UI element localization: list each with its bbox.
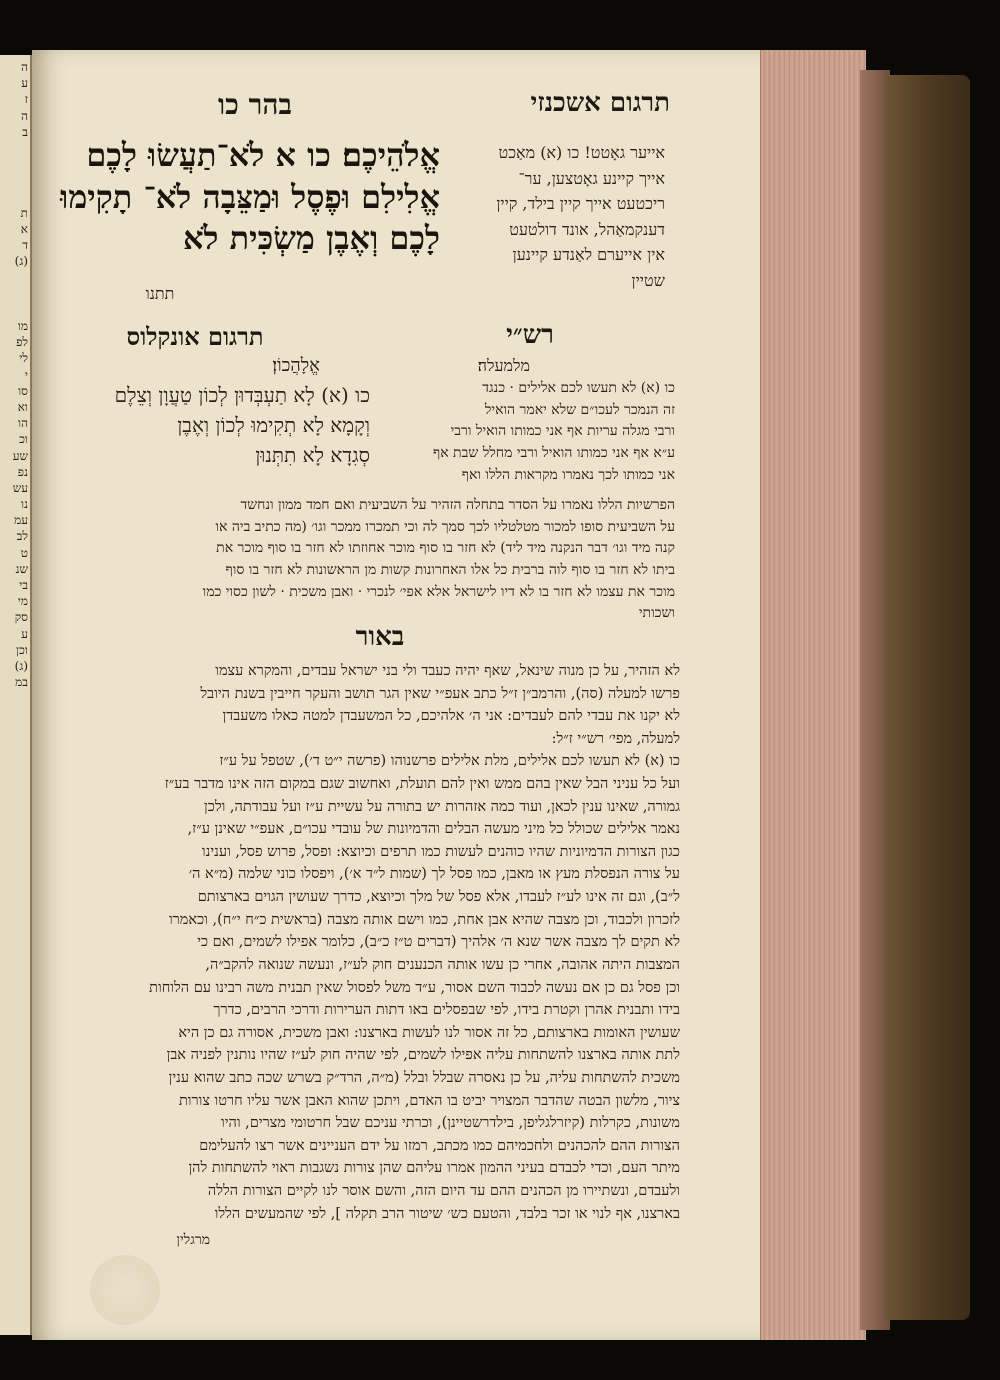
rashi-text: כו (א) לא תעשו לכם אלילים · כנגד זה הנמכר לעכו״ם שלא יאמר הואיל ורבי מגלה עריות אף אני כמותו הואיל ורבי ע״א אף אני כמותו הואיל ורבי מחלל שבת אף אני כמותו לכך נאמרו מקראות הללו ואף [432,380,675,483]
rashi-heading: רש״י [506,320,554,350]
running-header-translation: תרגום אשכנזי [530,88,670,118]
biur-commentary-text: לא הזהיר, על כן מנוה שינאל, שאף יהיה כעבד ולי בני ישראל עבדים, והמקרא עצמו פרשו למעלה (סה), והרמב״ן ז״ל כתב אעפ״י שאין הגר תושב והעקר חייבין בשנת היובל לא יקנו את עבדי להם לעבדים: אני ה׳ אלהיכם, כל המשעבדן למטה כאלו משעבדן למעלה, מפי׳ רש״י ז״ל: כו (א) לא תעשו לכם אלילים, מלת אלילים פרשנוהו (פרשה י״ט ד׳), שטפל על ע״ז ועל כל עניני הבל שאין בהם ממש ואין להם תועלת, ואחשוב שגם במקום הזה אינו מדבר בע״ז גמורה, שאינו ענין לכאן, ועוד כמה אזהרות יש בתורה על עשיית ע״ז ועל עבודתה, ולכן נאמר אלילים שכולל כל מיני מעשה הבלים והדמיונות של עובדי עכו״ם, אעפ״י שאינן ע״ז, כגון הצורות הדמיוניות שהיו כוהנים לעשות כמו תרפים וכיוצא: ופסל, פרוש פסל, וענינו על צורה הנפסלת מעץ או מאבן, כמו פסל לך (שמות ל״ד א׳), ויפסלו כוני שלמה (מ״א ה׳ ל״ב), וגם זה אינו לע״ז לעבדו, אלא פסל של מלך וכיוצא, כדרך שעושין הגוים בארצותם לזכרון ולכבוד, וכן מצבה שהיא אבן אחת, כמו וישם אותה מצבה (בראשית כ״ח י״ח), וכאמרו לא תקים לך מצבה אשר שנא ה׳ אלהיך (דברים ט״ז כ״ב), כלומר אפילו לשמים, ואם כי המצבות היתה אהובה, אחרי כן עשו אותה הכנענים חוק לע״ז, ונעשה שנואה להקב״ה, וכן פסל גם כן אם נעשה לכבוד השם אסור, ע״ד משל לפסול שאין תבנית משה רבינו עם הלוחות בידו ותבנית אהרן וקטרת בידו, לפי שבפסלים באו דתות הערירות ודרכי הרבים, כדרך שעושין האומות בארצותם, כל זה אסור לנו לעשות בארצנו: ואבן משכית, אסורה גם כן היא לתת אותה בארצנו להשתחות עליה אפילו לשמים, לפי שהיה חוק לע״ז שהיו נותנין לפניה אבן משכית להשתחות עליה, על כן נאסרה שבלל ובלל (מ״ה, הרד״ק בשרש שכה כתב שהוא ענין ציור, מלשון הבטה שהדבר המצויר יביט בו האדם, ויתכן שהוא האבן אשר עליו חרטו צורות משונות, כקרלות (קיזרלגליפן, בילדרשטיינן), וכרתי עניכם שבל חרטומי מצרים, והיו הצורות ההם להכהנים ולחכמיהם כמו מכתב, רמזו על ידם העניינים אשר רצו להעלימם מיתר העם, וכדי לכבדם בעיני ההמון אמרו עליהם שהן צורות נשגבות ראוי להשתחות להן ולעבדם, ונשתיירו מן הכהנים ההם עד היום הזה, והשם אוסר לנו לקיים הצורות הללה בארצנו, אף לנוי או זכר בלבד, והטעם כש׳ שיטור הרב תקלה ], לפי שהמעשים הללו [149,663,680,1222]
paper-stain [90,1255,160,1325]
onkelos-prev-word: אֱלָהֲכוֹן׃ [272,355,320,376]
biur-heading: באור [355,622,405,652]
rashi-text-continued: הפרשיות הללו נאמרו על הסדר בתחלה הזהיר על השביעית ואם חמד ממון ונחשד על השביעית סופו למכור מטלטליו לכך סמך לה וכי תמכרו ממכר וגו׳ (מה כתיב ביה או קנה מיד וגו׳ דבר הנקנה מיד ליד) לא חזר בו סוף מוכר אחוזתו לא חזר בו סוף מוכר את ביתו לא חזר בו סוף לוה ברבית כל אלו האחרונות קשות מן הראשונות לא חזר בו סוף מוכר את עצמו לא חזר בו לא דיו לישראל אלא אפי׳ לנכרי · ואבן משכית · לשון כסוי כמו ושכותי [202,497,675,622]
onkelos-heading: תרגום אונקלוס [126,322,264,351]
running-header-parsha: בהר כו [218,88,292,121]
verse-catchword: תתנו [145,284,175,303]
yiddish-translation-text: אייער גאָטט! כו (א) מאַכט אייך קיינע גאָטצען, ער־ ריכטעט אייך קיין בילד, קיין דענקמאַהל, אונד דולטעט אין אייערם לאַנדע קיינען שטיין [496,143,665,290]
onkelos-text: כו (א) לָא תַעְבְּדוּן לְכוֹן טַעֲוָן וְצֵלֶם וְקָמָא לָא תְקִימוּ לְכוֹן וְאֶבֶן סְגִדָא לָא תִתְּנוּן [114,383,370,467]
torah-verse-text: אֱלֹהֵיכֶם׃ כו א לֹא־תַעֲשׂוּ לָכֶם אֱלִילִם וּפֶסֶל וּמַצֵּבָה לֹא־ תָקִימוּ לָכֶם וְאֶבֶן מַשְׂכִּית לֹא [60,136,440,258]
rashi-prev-word: מלמעלה׃ [477,356,530,375]
page-fore-edge [760,50,866,1340]
adjacent-left-page-edge [0,55,32,1335]
page-catchword: מרגלין [176,1232,210,1248]
left-page-text-fragment: ה ע ז ה ב ת א ד (ג) מו לפ לי י סו וא הו וכ שע נפ עש נו עמ לב ט שנ בי מי סק ע וכן (ג) במ [12,60,28,690]
book-cover [885,75,970,1320]
